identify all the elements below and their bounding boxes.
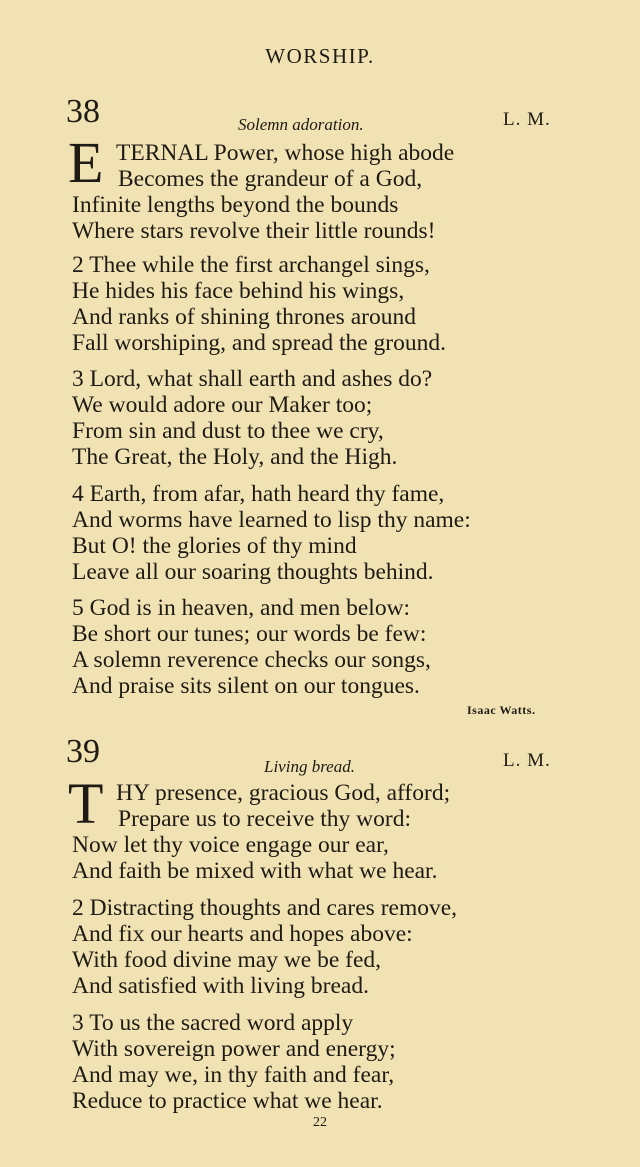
hymn-line: And faith be mixed with what we hear. bbox=[72, 858, 438, 884]
hymn-title: Living bread. bbox=[264, 757, 355, 776]
hymn-meter: L. M. bbox=[503, 750, 551, 771]
hymn-line: Fall worshiping, and spread the ground. bbox=[72, 330, 446, 356]
hymn-line: From sin and dust to thee we cry, bbox=[72, 418, 384, 444]
hymn-line: He hides his face behind his wings, bbox=[72, 278, 405, 304]
hymn-line: And satisfied with living bread. bbox=[72, 973, 369, 999]
hymn-line: 2 Distracting thoughts and cares remove, bbox=[72, 895, 458, 921]
hymn-line: A solemn reverence checks our songs, bbox=[72, 647, 431, 673]
hymn-line: 2 Thee while the first archangel sings, bbox=[72, 252, 430, 278]
hymn-line: Becomes the grandeur of a God, bbox=[118, 166, 423, 192]
hymn-number: 38 bbox=[66, 93, 100, 130]
hymn-title: Solemn adoration. bbox=[238, 115, 364, 134]
hymn-line: Be short our tunes; our words be few: bbox=[72, 621, 427, 647]
hymn-line: Prepare us to receive thy word: bbox=[118, 806, 411, 832]
hymn-line: With food divine may we be fed, bbox=[72, 947, 382, 973]
hymn-line: With sovereign power and energy; bbox=[72, 1036, 396, 1062]
hymn-meter: L. M. bbox=[503, 109, 551, 130]
hymn-line: Leave all our soaring thoughts behind. bbox=[72, 559, 434, 585]
hymn-line: And fix our hearts and hopes above: bbox=[72, 921, 413, 947]
drop-cap: T bbox=[68, 771, 104, 836]
hymn-line: And worms have learned to lisp thy name: bbox=[72, 507, 471, 533]
hymn-line: Where stars revolve their little rounds! bbox=[72, 218, 436, 244]
hymn-line: And praise sits silent on our tongues. bbox=[72, 673, 420, 699]
hymn-line: Reduce to practice what we hear. bbox=[72, 1088, 383, 1114]
hymn-line: But O! the glories of thy mind bbox=[72, 533, 357, 559]
hymn-line: The Great, the Holy, and the High. bbox=[72, 444, 398, 470]
hymn-line: HY presence, gracious God, afford; bbox=[116, 780, 451, 806]
hymn-number: 39 bbox=[66, 733, 100, 770]
hymn-line: Now let thy voice engage our ear, bbox=[72, 832, 389, 858]
hymn-line: 5 God is in heaven, and men below: bbox=[72, 595, 411, 621]
page-number: 22 bbox=[313, 1115, 327, 1130]
hymn-line: 3 To us the sacred word apply bbox=[72, 1010, 354, 1036]
page-header: WORSHIP. bbox=[265, 44, 375, 68]
hymn-line: We would adore our Maker too; bbox=[72, 392, 373, 418]
hymn-line: Infinite lengths beyond the bounds bbox=[72, 192, 399, 218]
hymn-line: TERNAL Power, whose high abode bbox=[116, 140, 455, 166]
hymn-line: 4 Earth, from afar, hath heard thy fame, bbox=[72, 481, 445, 507]
hymn-line: And ranks of shining thrones around bbox=[72, 304, 416, 330]
drop-cap: E bbox=[68, 130, 104, 195]
hymn-line: 3 Lord, what shall earth and ashes do? bbox=[72, 366, 433, 392]
hymn-author: Isaac Watts. bbox=[467, 703, 536, 717]
hymn-line: And may we, in thy faith and fear, bbox=[72, 1062, 395, 1088]
